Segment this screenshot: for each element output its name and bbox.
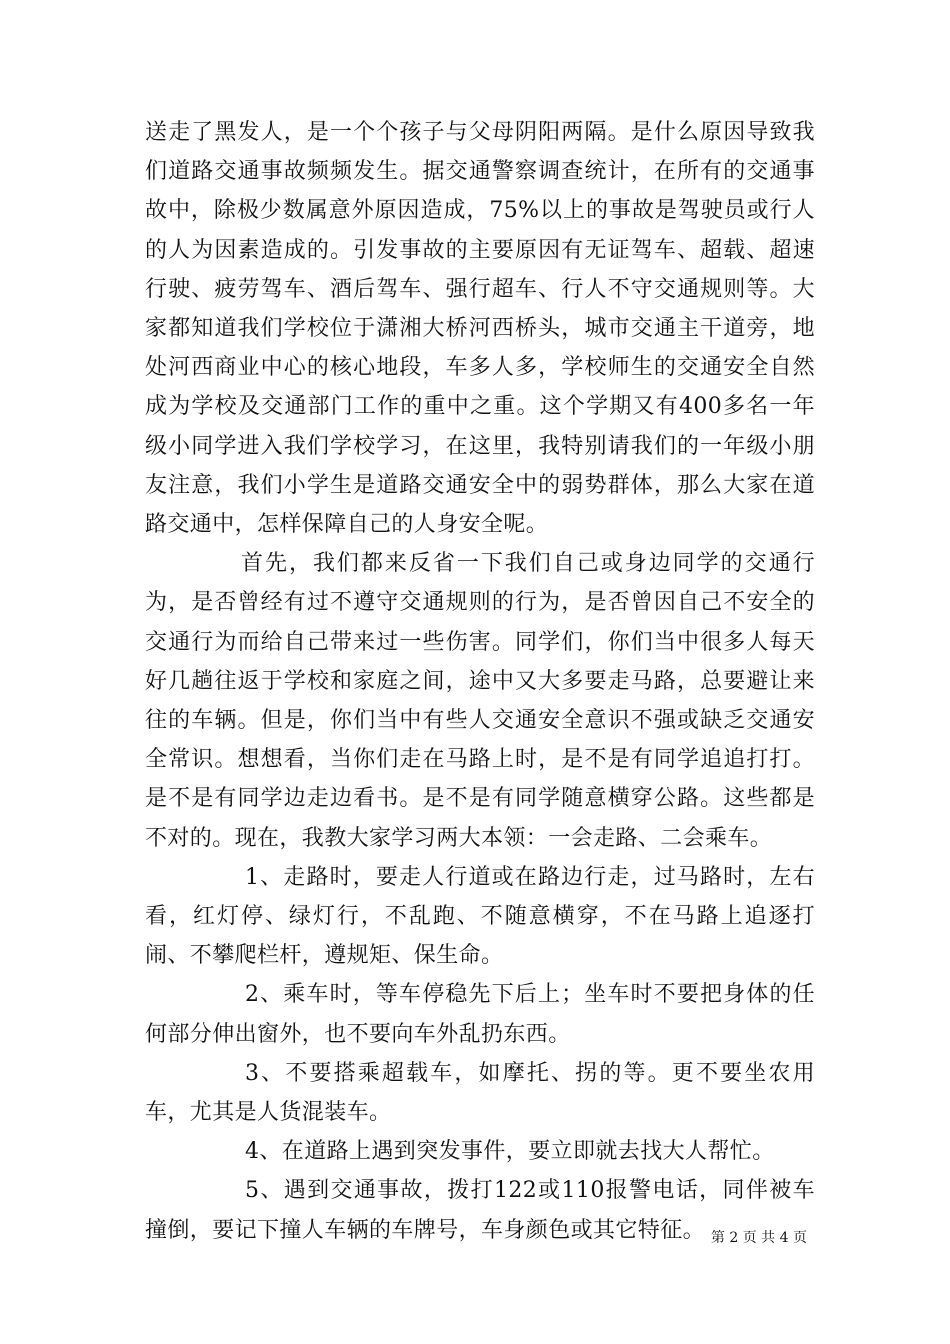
paragraph-rule-3: 3、不要搭乘超载车，如摩托、拐的等。更不要坐农用车，尤其是人货混装车。 bbox=[145, 1060, 815, 1126]
paragraph-rule-5: 5、遇到交通事故，拨打122或110报警电话，同伴被车撞倒，要记下撞人车辆的车牌号，车身颜色或其它特征。 bbox=[145, 1178, 815, 1243]
page-label: 第 bbox=[710, 1230, 725, 1246]
paragraph-reflection: 首先，我们都来反省一下我们自己或身边同学的交通行为，是否曾经有过不遵守交通规则的行为，是否曾因自己不安全的交通行为而给自己带来过一些伤害。同学们，你们当中很多人每天好几趟往返于学校和家庭之间，途中又大多要走马路，总要避让来往的车辆。但是，你们当中有些人交通安全意识不强或缺乏交通安全常识。想想看，当你们走在马路上时，是不是有同学追追打打。是不是有同学边走边看书。是不是有同学随意横穿公路。这些都是不对的。现在，我教大家学习两大本领：一会走路、二会乘车。 bbox=[145, 551, 815, 851]
page-number-footer bbox=[711, 1229, 807, 1247]
paragraph-rule-1: 1、走路时，要走人行道或在路边行走，过马路时，左右看，红灯停、绿灯行，不乱跑、不随意横穿，不在马路上追逐打闹、不攀爬栏杆，遵规矩、保生命。 bbox=[145, 864, 815, 969]
page-suffix: 页 bbox=[793, 1230, 807, 1246]
paragraph-rule-4: 4、在道路上遇到突发事件，要立即就去找大人帮忙。 bbox=[245, 1139, 775, 1165]
document-body bbox=[145, 113, 815, 1250]
page-current: 2 bbox=[729, 1230, 739, 1246]
page-mid: 页 共 bbox=[742, 1230, 776, 1246]
page-total: 4 bbox=[779, 1230, 789, 1246]
paragraph-intro: 送走了黑发人，是一个个孩子与父母阴阳两隔。是什么原因导致我们道路交通事故频频发生。据交通警察调查统计，在所有的交通事故中，除极少数属意外原因造成，75%以上的事故是驾驶员或行人的人为因素造成的。引发事故的主要原因有无证驾车、超载、超速行驶、疲劳驾车、酒后驾车、强行超车、行人不守交通规则等。大家都知道我们学校位于潇湘大桥河西桥头，城市交通主干道旁，地处河西商业中心的核心地段，车多人多，学校师生的交通安全自然成为学校及交通部门工作的重中之重。这个学期又有400多名一年级小同学进入我们学校学习，在这里，我特别请我们的一年级小朋友注意，我们小学生是道路交通安全中的弱势群体，那么大家在道路交通中，怎样保障自己的人身安全呢。 bbox=[145, 120, 815, 538]
paragraph-rule-2: 2、乘车时，等车停稳先下后上；坐车时不要把身体的任何部分伸出窗外，也不要向车外乱扔东西。 bbox=[145, 982, 815, 1047]
